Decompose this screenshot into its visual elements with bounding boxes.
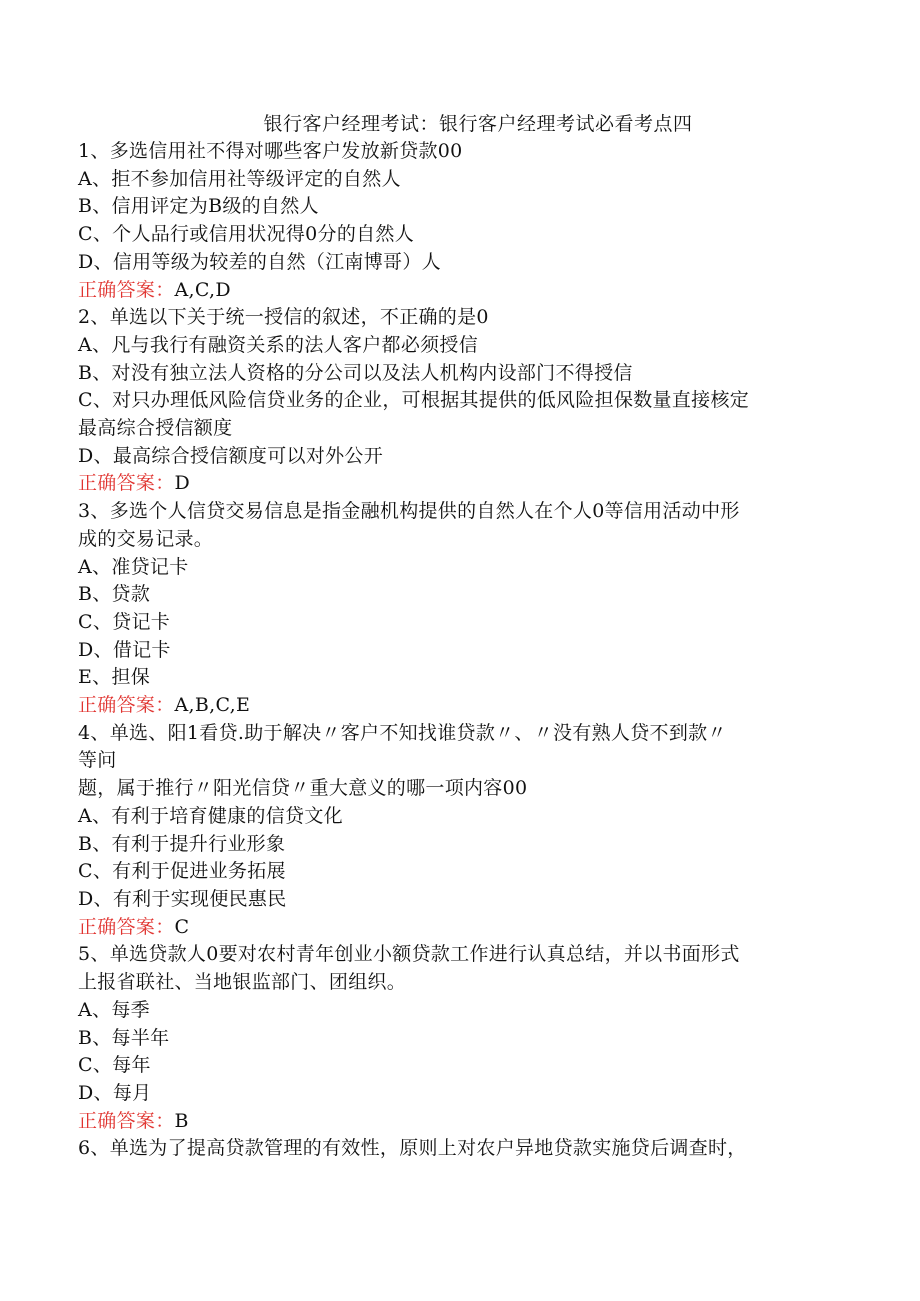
option-b: B、对没有独立法人资格的分公司以及法人机构内设部门不得授信: [78, 361, 633, 384]
correct-answer: [78, 692, 838, 720]
option-d: D、有利于实现便民惠民: [78, 887, 287, 910]
option-c-continued: 最高综合授信额度: [78, 417, 233, 440]
correct-answer: [78, 470, 838, 498]
question-stem: 2、单选以下关于统一授信的叙述，不正确的是0: [78, 306, 489, 329]
question-stem: 4、单选、阳1看贷.助于解决〃客户不知找谁贷款〃、〃没有熟人贷不到款〃: [78, 721, 727, 744]
answer-value: D: [174, 472, 191, 495]
option-c: C、贷记卡: [78, 610, 171, 633]
option-c: C、有利于促进业务拓展: [78, 860, 286, 883]
question-4: [78, 720, 838, 942]
option-a: A、准贷记卡: [78, 555, 189, 578]
option-c: C、每年: [78, 1054, 151, 1077]
correct-answer: [78, 277, 838, 305]
document-title: 银行客户经理考试：银行客户经理考试必看考点四: [263, 113, 693, 135]
answer-value: C: [174, 915, 190, 938]
answer-value: B: [174, 1109, 189, 1132]
question-stem: 1、多选信用社不得对哪些客户发放新贷款00: [78, 140, 463, 162]
option-a: A、拒不参加信用社等级评定的自然人: [78, 167, 401, 190]
question-stem-continued: 上报省联社、当地银监部门、团组织。: [78, 971, 407, 994]
question-5: [78, 941, 838, 1135]
option-d: D、借记卡: [78, 638, 171, 661]
document-page: [78, 110, 838, 1163]
answer-label: 正确答案：: [78, 694, 175, 717]
option-b: B、信用评定为B级的自然人: [78, 195, 319, 218]
option-a: A、凡与我行有融资关系的法人客户都必须授信: [78, 333, 479, 356]
question-3: [78, 498, 838, 720]
answer-label: 正确答案：: [78, 472, 175, 495]
question-stem-continued: 题，属于推行〃阳光信贷〃重大意义的哪一项内容00: [78, 777, 528, 800]
question-2: [78, 304, 838, 498]
correct-answer: [78, 1108, 838, 1136]
answer-label: 正确答案：: [78, 915, 175, 938]
option-e: E、担保: [78, 666, 151, 689]
option-d: D、信用等级为较差的自然（江南博哥）人: [78, 250, 441, 273]
option-b: B、每半年: [78, 1026, 170, 1049]
option-c: C、对只办理低风险信贷业务的企业，可根据其提供的低风险担保数量直接核定: [78, 389, 750, 412]
answer-label: 正确答案：: [78, 1109, 175, 1132]
question-1: [78, 138, 838, 304]
question-stem: 6、单选为了提高贷款管理的有效性，原则上对农户异地贷款实施贷后调查时，: [78, 1137, 747, 1160]
question-6: [78, 1135, 838, 1163]
question-stem: 5、单选贷款人0要对农村青年创业小额贷款工作进行认真总结，并以书面形式: [78, 943, 740, 966]
option-a: A、有利于培育健康的信贷文化: [78, 804, 343, 827]
option-b: B、有利于提升行业形象: [78, 832, 286, 855]
answer-value: A,C,D: [174, 278, 231, 301]
option-d: D、最高综合授信额度可以对外公开: [78, 444, 384, 467]
question-stem-continued: 等问: [78, 749, 117, 772]
option-c: C、个人品行或信用状况得0分的自然人: [78, 223, 415, 246]
question-stem-continued: 成的交易记录。: [78, 527, 214, 550]
answer-value: A,B,C,E: [174, 694, 251, 717]
answer-label: 正确答案：: [78, 278, 175, 301]
option-a: A、每季: [78, 998, 150, 1021]
correct-answer: [78, 914, 838, 942]
option-b: B、贷款: [78, 583, 151, 606]
question-stem: 3、多选个人信贷交易信息是指金融机构提供的自然人在个人0等信用活动中形: [78, 500, 740, 523]
option-d: D、每月: [78, 1081, 152, 1104]
